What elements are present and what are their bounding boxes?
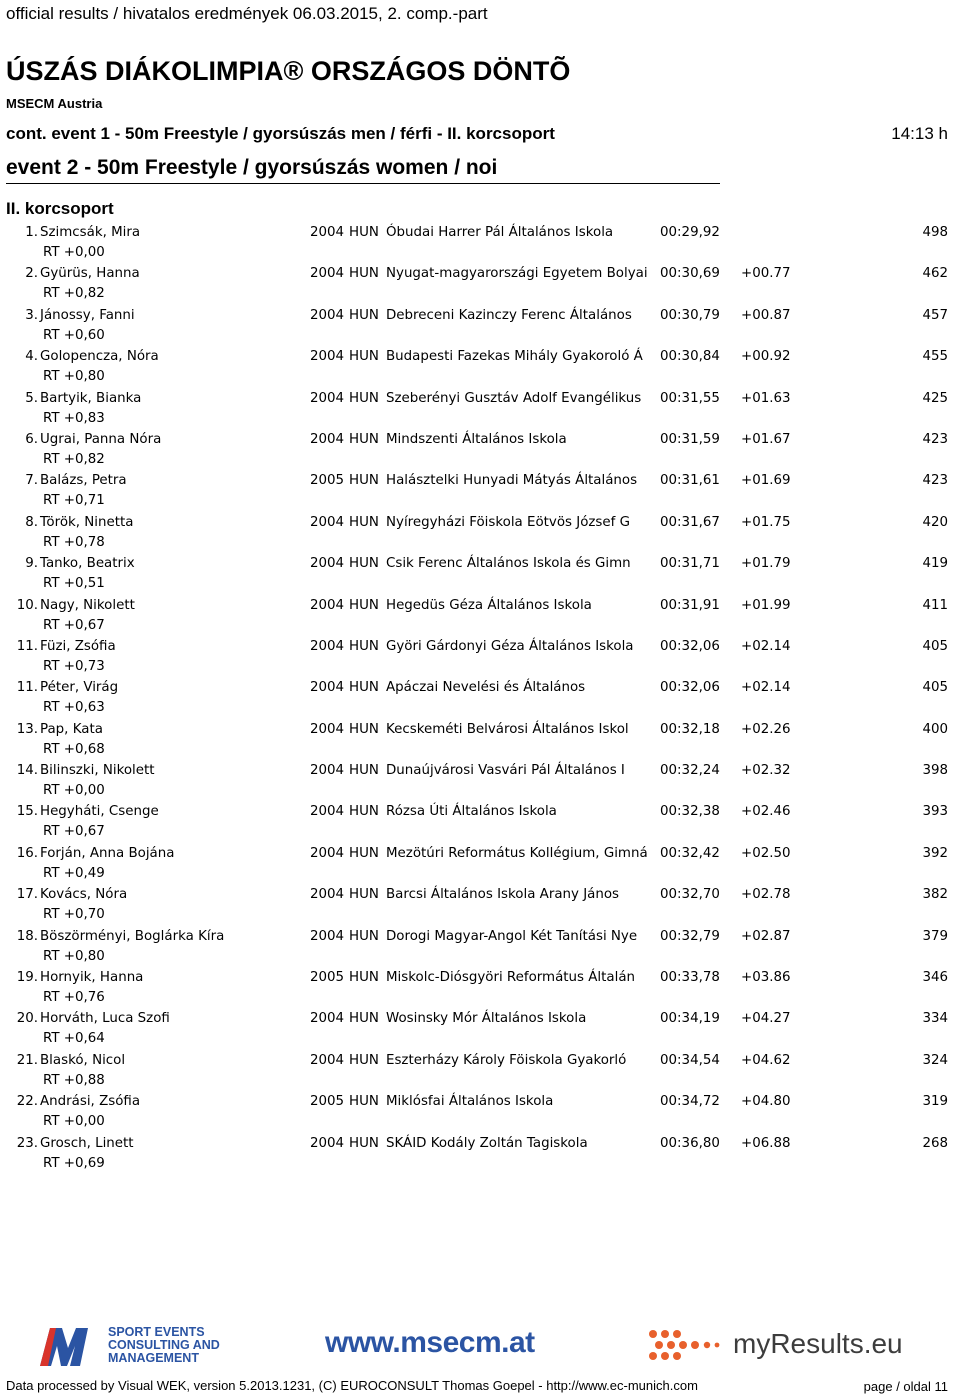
club-name: Hegedüs Géza Általános Iskola [386, 597, 592, 613]
result-rank: 17. [16, 887, 38, 903]
birth-year: 2004 [310, 928, 345, 944]
reaction-time: RT +0,51 [43, 576, 105, 592]
sport-events-logo-text [108, 1326, 220, 1365]
nation-code: HUN [349, 349, 379, 365]
result-rank: 8. [25, 514, 38, 530]
nation-code: HUN [349, 638, 379, 654]
reaction-time: RT +0,71 [43, 493, 105, 509]
birth-year: 2004 [310, 680, 345, 696]
result-row [0, 431, 960, 472]
reaction-time: RT +0,00 [43, 783, 105, 799]
swim-time: 00:32,70 [660, 887, 720, 903]
reaction-time: RT +0,69 [43, 1155, 105, 1171]
time-behind: +02.32 [741, 763, 791, 779]
time-behind: +02.46 [741, 804, 791, 820]
reaction-time: RT +0,67 [43, 617, 105, 633]
result-rank: 15. [16, 804, 38, 820]
time-behind: +02.14 [741, 680, 791, 696]
result-rank: 1. [25, 225, 38, 240]
nation-code: HUN [349, 473, 379, 489]
reaction-time: RT +0,88 [43, 1072, 105, 1088]
fina-points: 419 [922, 556, 948, 572]
reaction-time: RT +0,83 [43, 410, 105, 426]
result-row [0, 348, 960, 389]
swim-time: 00:32,38 [660, 804, 720, 820]
club-name: Barcsi Általános Iskola Arany János [386, 887, 620, 903]
fina-points: 423 [922, 431, 948, 447]
result-row [0, 803, 960, 844]
result-rank: 14. [16, 763, 38, 779]
time-behind: +00.92 [741, 349, 791, 365]
result-row [0, 472, 960, 513]
swim-time: 00:30,84 [660, 349, 720, 365]
swimmer-name: Pap, Kata [40, 721, 103, 737]
time-behind: +01.67 [741, 431, 791, 447]
swimmer-name: Bilinszki, Nikolett [40, 763, 155, 779]
event-title: event 2 - 50m Freestyle / gyorsúszás women / noi [6, 156, 498, 179]
fina-points: 423 [922, 473, 948, 489]
fina-points: 405 [922, 680, 948, 696]
event-time: 14:13 h [891, 124, 948, 143]
birth-year: 2005 [310, 1094, 345, 1110]
swim-time: 00:31,71 [660, 556, 720, 572]
reaction-time: RT +0,76 [43, 990, 105, 1006]
nation-code: HUN [349, 721, 379, 737]
result-row [0, 555, 960, 596]
fina-points: 405 [922, 638, 948, 654]
reaction-time: RT +0,82 [43, 451, 105, 467]
club-name: Kecskeméti Belvárosi Általános Iskol [386, 721, 629, 737]
birth-year: 2004 [310, 597, 345, 613]
sport-events-logo [38, 1324, 248, 1368]
swimmer-name: Golopencza, Nóra [40, 349, 159, 365]
result-row [0, 265, 960, 306]
results-header-line: official results / hivatalos eredmények 06.03.2015, 2. comp.-part [6, 4, 488, 23]
nation-code: HUN [349, 1094, 379, 1110]
age-group-heading: II. korcsoport [6, 199, 114, 218]
club-name: Apáczai Nevelési és Általános [386, 680, 586, 696]
swimmer-name: Tanko, Beatrix [40, 556, 135, 572]
club-name: Budapesti Fazekas Mihály Gyakoroló Á [386, 349, 643, 365]
result-rank: 11. [16, 638, 38, 654]
time-behind: +02.26 [741, 721, 791, 737]
club-name: Nyugat-magyarországi Egyetem Bolyai [386, 266, 648, 282]
fina-points: 425 [922, 390, 948, 406]
result-rank: 3. [25, 307, 38, 323]
birth-year: 2004 [310, 266, 345, 282]
birth-year: 2004 [310, 1011, 345, 1027]
nation-code: HUN [349, 970, 379, 986]
sport-logo-line: MANAGEMENT [108, 1351, 199, 1365]
event-title-underline [6, 183, 720, 184]
swim-time: 00:32,06 [660, 680, 720, 696]
result-row [0, 307, 960, 348]
nation-code: HUN [349, 845, 379, 861]
sport-logo-line: SPORT EVENTS [108, 1325, 205, 1339]
swimmer-name: Török, Ninetta [40, 514, 134, 530]
fina-points: 400 [922, 721, 948, 737]
time-behind: +04.62 [741, 1052, 791, 1068]
nation-code: HUN [349, 1011, 379, 1027]
result-rank: 16. [16, 845, 38, 861]
birth-year: 2005 [310, 473, 345, 489]
time-behind: +01.99 [741, 597, 791, 613]
birth-year: 2004 [310, 225, 345, 240]
swimmer-name: Ugrai, Panna Nóra [40, 431, 162, 447]
fina-points: 268 [922, 1135, 948, 1151]
time-behind: +01.63 [741, 390, 791, 406]
fina-points: 411 [922, 597, 948, 613]
result-row [0, 928, 960, 969]
results-list [0, 224, 960, 1176]
fina-points: 498 [922, 225, 948, 240]
result-rank: 18. [16, 928, 38, 944]
swimmer-name: Jánossy, Fanni [40, 307, 135, 323]
club-name: Óbudai Harrer Pál Általános Iskola [386, 225, 614, 240]
swimmer-name: Hornyik, Hanna [40, 970, 144, 986]
club-name: Debreceni Kazinczy Ferenc Általános [386, 307, 632, 323]
myresults-logo-text: myResults.eu [733, 1328, 903, 1359]
time-behind: +04.80 [741, 1094, 791, 1110]
time-behind: +01.79 [741, 556, 791, 572]
swimmer-name: Böszörményi, Boglárka Kíra [40, 928, 225, 944]
swim-time: 00:36,80 [660, 1135, 720, 1151]
nation-code: HUN [349, 804, 379, 820]
swim-time: 00:33,78 [660, 970, 720, 986]
fina-points: 334 [922, 1011, 948, 1027]
page-number: page / oldal 11 [863, 1379, 948, 1394]
nation-code: HUN [349, 887, 379, 903]
time-behind: +00.87 [741, 307, 791, 323]
birth-year: 2004 [310, 307, 345, 323]
club-name: Wosinsky Mór Általános Iskola [386, 1011, 587, 1027]
club-name: Miskolc-Diósgyöri Református Általán [386, 970, 636, 986]
result-row [0, 1135, 960, 1176]
result-row [0, 224, 960, 265]
fina-points: 455 [922, 349, 948, 365]
swim-time: 00:32,18 [660, 721, 720, 737]
birth-year: 2004 [310, 556, 345, 572]
swim-time: 00:32,06 [660, 638, 720, 654]
time-behind: +04.27 [741, 1011, 791, 1027]
time-behind: +02.87 [741, 928, 791, 944]
birth-year: 2004 [310, 1052, 345, 1068]
birth-year: 2004 [310, 804, 345, 820]
time-behind: +01.69 [741, 473, 791, 489]
time-behind: +01.75 [741, 514, 791, 530]
myresults-logo [645, 1326, 903, 1366]
sport-logo-line: CONSULTING AND [108, 1338, 220, 1352]
result-row [0, 1093, 960, 1134]
nation-code: HUN [349, 597, 379, 613]
nation-code: HUN [349, 680, 379, 696]
nation-code: HUN [349, 1052, 379, 1068]
fina-points: 457 [922, 307, 948, 323]
club-name: Eszterházy Károly Föiskola Gyakorló [386, 1052, 627, 1068]
fina-points: 382 [922, 887, 948, 903]
club-name: SKÁID Kodály Zoltán Tagiskola [386, 1135, 588, 1151]
time-behind: +00.77 [741, 266, 791, 282]
reaction-time: RT +0,70 [43, 907, 105, 923]
nation-code: HUN [349, 431, 379, 447]
swimmer-name: Bartyik, Bianka [40, 390, 142, 406]
result-rank: 11. [16, 680, 38, 696]
swimmer-name: Forján, Anna Bojána [40, 845, 175, 861]
fina-points: 393 [922, 804, 948, 820]
nation-code: HUN [349, 556, 379, 572]
nation-code: HUN [349, 928, 379, 944]
club-name: Szeberényi Gusztáv Adolf Evangélikus [386, 390, 642, 406]
fina-points: 420 [922, 514, 948, 530]
swim-time: 00:31,55 [660, 390, 720, 406]
result-rank: 9. [25, 556, 38, 572]
fina-points: 392 [922, 845, 948, 861]
hexagon-dots-logo-icon [645, 1326, 729, 1366]
club-name: Mindszenti Általános Iskola [386, 431, 567, 447]
result-rank: 2. [25, 266, 38, 282]
birth-year: 2004 [310, 721, 345, 737]
stylized-m-logo-icon [38, 1324, 102, 1368]
birth-year: 2005 [310, 970, 345, 986]
result-row [0, 969, 960, 1010]
swim-time: 00:32,42 [660, 845, 720, 861]
processed-by-footer: Data processed by Visual WEK, version 5.2013.1231, (C) EUROCONSULT Thomas Goepel - http://www.ec-munich.com [6, 1378, 698, 1393]
birth-year: 2004 [310, 763, 345, 779]
fina-points: 324 [922, 1052, 948, 1068]
continued-event-title: cont. event 1 - 50m Freestyle / gyorsúszás men / férfi - II. korcsoport [6, 124, 555, 143]
reaction-time: RT +0,00 [43, 1114, 105, 1130]
reaction-time: RT +0,67 [43, 824, 105, 840]
nation-code: HUN [349, 390, 379, 406]
swim-time: 00:29,92 [660, 225, 720, 240]
club-name: Csik Ferenc Általános Iskola és Gimn [386, 556, 631, 572]
swim-time: 00:34,19 [660, 1011, 720, 1027]
result-rank: 23. [16, 1135, 38, 1151]
swim-time: 00:31,59 [660, 431, 720, 447]
result-rank: 4. [25, 349, 38, 365]
result-row [0, 845, 960, 886]
swimmer-name: Andrási, Zsófia [40, 1094, 141, 1110]
swim-time: 00:30,79 [660, 307, 720, 323]
fina-points: 398 [922, 763, 948, 779]
result-rank: 22. [16, 1094, 38, 1110]
result-rank: 19. [16, 970, 38, 986]
nation-code: HUN [349, 763, 379, 779]
result-rank: 20. [16, 1011, 38, 1027]
swimmer-name: Nagy, Nikolett [40, 597, 135, 613]
nation-code: HUN [349, 225, 379, 240]
swimmer-name: Horváth, Luca Szofi [40, 1011, 170, 1027]
time-behind: +02.50 [741, 845, 791, 861]
result-row [0, 1052, 960, 1093]
swim-time: 00:31,61 [660, 473, 720, 489]
swim-time: 00:31,67 [660, 514, 720, 530]
swimmer-name: Blaskó, Nicol [40, 1052, 126, 1068]
club-name: Halásztelki Hunyadi Mátyás Általános [386, 473, 638, 489]
swimmer-name: Kovács, Nóra [40, 887, 128, 903]
nation-code: HUN [349, 1135, 379, 1151]
club-name: Mezötúri Református Kollégium, Gimná [386, 845, 648, 861]
time-behind: +02.14 [741, 638, 791, 654]
swim-time: 00:32,24 [660, 763, 720, 779]
result-rank: 7. [25, 473, 38, 489]
club-name: Rózsa Úti Általános Iskola [386, 804, 557, 820]
birth-year: 2004 [310, 431, 345, 447]
reaction-time: RT +0,82 [43, 286, 105, 302]
time-behind: +03.86 [741, 970, 791, 986]
club-name: Nyíregyházi Föiskola Eötvös József G [386, 514, 630, 530]
result-rank: 13. [16, 721, 38, 737]
result-row [0, 390, 960, 431]
swimmer-name: Hegyháti, Csenge [40, 804, 159, 820]
reaction-time: RT +0,68 [43, 741, 105, 757]
reaction-time: RT +0,80 [43, 948, 105, 964]
swimmer-name: Balázs, Petra [40, 473, 127, 489]
result-row [0, 886, 960, 927]
result-rank: 21. [16, 1052, 38, 1068]
swimmer-name: Szimcsák, Mira [40, 225, 141, 240]
time-behind: +02.78 [741, 887, 791, 903]
reaction-time: RT +0,73 [43, 658, 105, 674]
birth-year: 2004 [310, 1135, 345, 1151]
result-rank: 6. [25, 431, 38, 447]
time-behind: +06.88 [741, 1135, 791, 1151]
birth-year: 2004 [310, 887, 345, 903]
fina-points: 462 [922, 266, 948, 282]
organizer-label: MSECM Austria [6, 96, 103, 111]
result-row [0, 721, 960, 762]
result-row [0, 679, 960, 720]
competition-title: ÚSZÁS DIÁKOLIMPIA® ORSZÁGOS DÖNTÕ [6, 56, 571, 86]
result-rank: 5. [25, 390, 38, 406]
swim-time: 00:34,72 [660, 1094, 720, 1110]
result-row [0, 514, 960, 555]
result-row [0, 762, 960, 803]
nation-code: HUN [349, 266, 379, 282]
birth-year: 2004 [310, 514, 345, 530]
result-rank: 10. [16, 597, 38, 613]
birth-year: 2004 [310, 390, 345, 406]
birth-year: 2004 [310, 349, 345, 365]
reaction-time: RT +0,00 [43, 245, 105, 260]
club-name: Dorogi Magyar-Angol Két Tanítási Nye [386, 928, 638, 944]
website-link[interactable]: www.msecm.at [325, 1326, 535, 1359]
swimmer-name: Grosch, Linett [40, 1135, 134, 1151]
swim-time: 00:30,69 [660, 266, 720, 282]
club-name: Miklósfai Általános Iskola [386, 1094, 554, 1110]
swimmer-name: Füzi, Zsófia [40, 638, 116, 654]
swimmer-name: Péter, Virág [40, 680, 119, 696]
nation-code: HUN [349, 307, 379, 323]
reaction-time: RT +0,78 [43, 534, 105, 550]
birth-year: 2004 [310, 638, 345, 654]
result-row [0, 638, 960, 679]
fina-points: 379 [922, 928, 948, 944]
swim-time: 00:31,91 [660, 597, 720, 613]
result-row [0, 1010, 960, 1051]
fina-points: 319 [922, 1094, 948, 1110]
swim-time: 00:32,79 [660, 928, 720, 944]
reaction-time: RT +0,49 [43, 865, 105, 881]
fina-points: 346 [922, 970, 948, 986]
nation-code: HUN [349, 514, 379, 530]
swimmer-name: Gyürüs, Hanna [40, 266, 140, 282]
club-name: Dunaújvárosi Vasvári Pál Általános I [386, 763, 625, 779]
reaction-time: RT +0,60 [43, 327, 105, 343]
reaction-time: RT +0,80 [43, 369, 105, 385]
club-name: Györi Gárdonyi Géza Általános Iskola [386, 638, 634, 654]
reaction-time: RT +0,63 [43, 700, 105, 716]
swim-time: 00:34,54 [660, 1052, 720, 1068]
birth-year: 2004 [310, 845, 345, 861]
reaction-time: RT +0,64 [43, 1031, 105, 1047]
result-row [0, 597, 960, 638]
